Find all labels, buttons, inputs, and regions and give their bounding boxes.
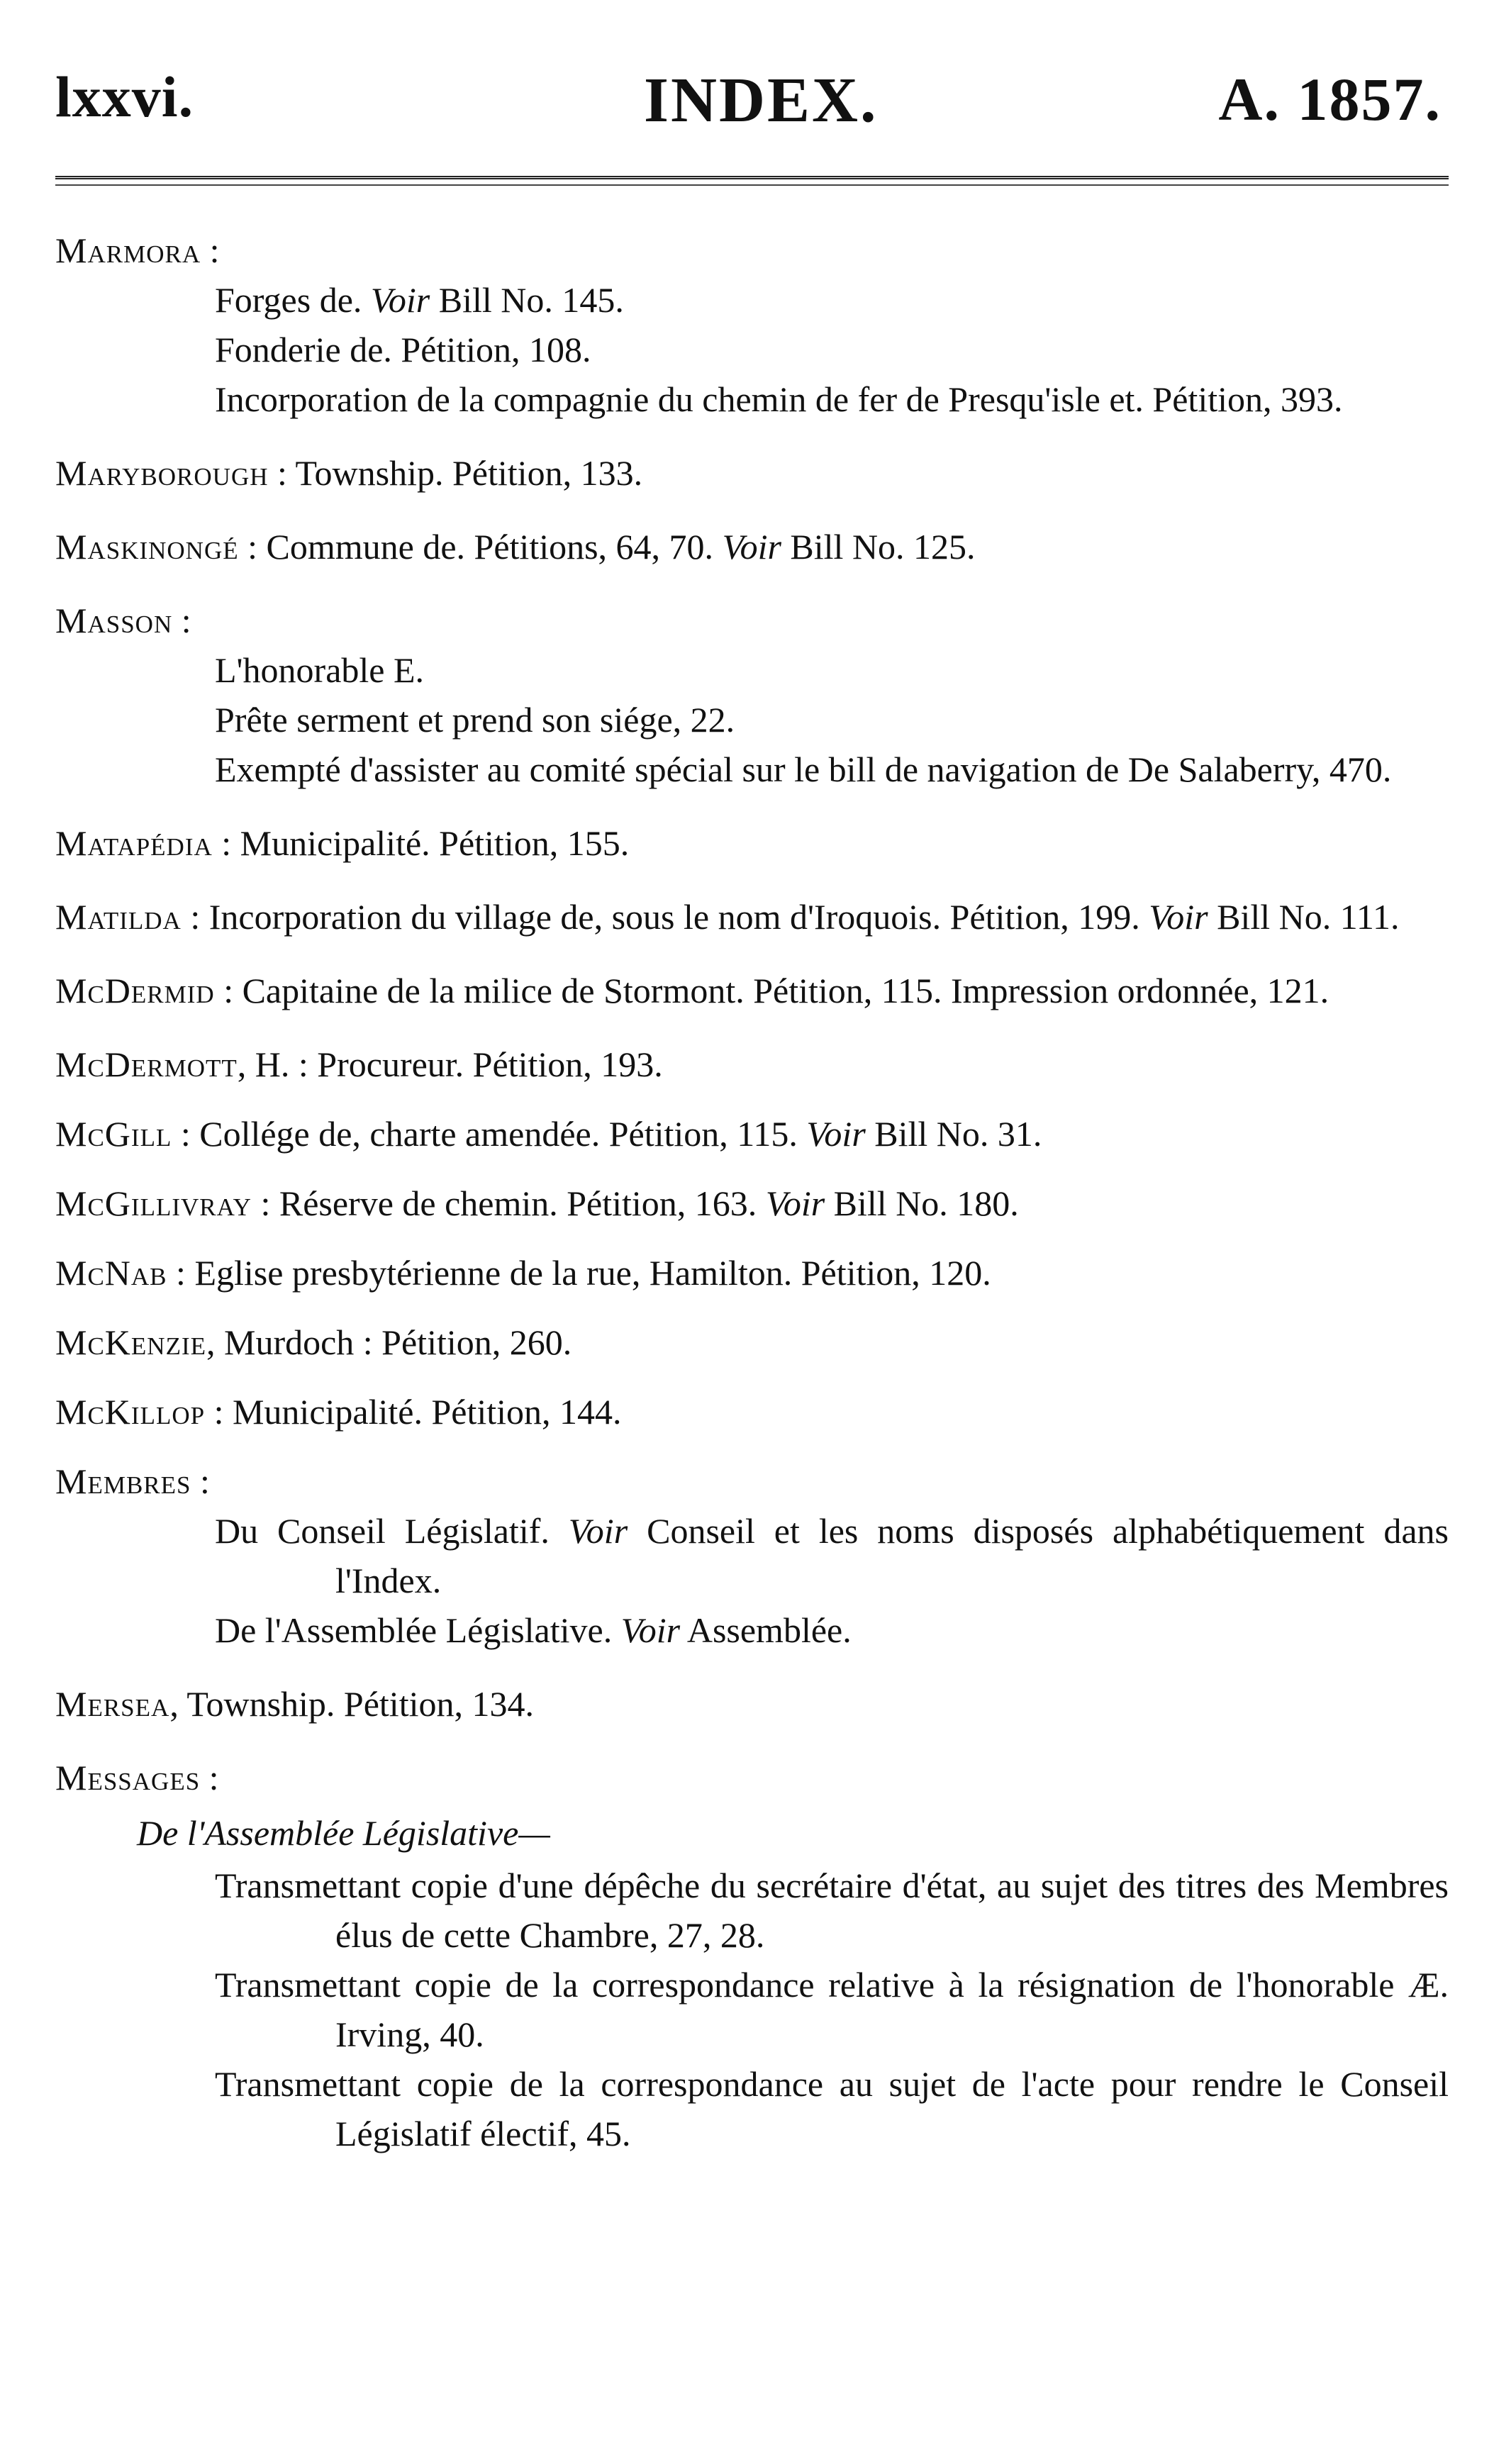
index-entry-mcnab (55, 1248, 1449, 1298)
index-entry-messages (55, 1753, 1449, 2158)
entry-text: , H. : Procureur. Pétition, 193. (237, 1044, 663, 1084)
voir-text: Voir (620, 1610, 681, 1650)
header-rule (55, 176, 1449, 179)
entry-line: Transmettant copie d'une dépêche du secrétaire d'état, au sujet des titres des Membres élus de cette Chambre, 27, 28. (215, 1866, 1449, 1955)
line-text: Conseil et les noms disposés alphabétiquement dans l'Index. (335, 1511, 1449, 1600)
headword: McDermott (55, 1044, 238, 1084)
entry-text: Bill No. 125. (781, 527, 976, 567)
entry-line: Transmettant copie de la correspondance relative à la résignation de l'honorable Æ. Irving, 40. (215, 1965, 1449, 2054)
entry-text: Bill No. 31. (865, 1114, 1042, 1154)
headword: McGillivray (55, 1183, 252, 1223)
headword: McNab (55, 1253, 167, 1293)
entry-line: L'honorable E. (215, 650, 425, 690)
entry-subheading: De l'Assemblée Législative— (137, 1813, 550, 1853)
headword: Matapédia (55, 823, 213, 863)
entry-text: : Collége de, charte amendée. Pétition, 115. (172, 1114, 807, 1154)
index-entry-mckillop (55, 1387, 1449, 1437)
voir-text: Voir (568, 1511, 628, 1551)
entry-line: Exempté d'assister au comité spécial sur le bill de navigation de De Salaberry, 470. (215, 749, 1392, 789)
entry-line: Incorporation de la compagnie du chemin de fer de Presqu'isle et. Pétition, 393. (215, 379, 1343, 419)
entry-text: : Capitaine de la milice de Stormont. Pétition, 115. Impression ordonnée, 121. (214, 971, 1329, 1010)
entry-line (55, 1506, 1449, 1605)
voir-text: Voir (1149, 897, 1208, 937)
separator: : (172, 601, 191, 640)
headword: McKenzie (55, 1322, 206, 1362)
page-title: INDEX. (644, 65, 879, 135)
index-content (55, 225, 1449, 2183)
headword: Maskinongé (55, 527, 239, 567)
entry-text: Bill No. 180. (825, 1183, 1019, 1223)
line-text: Forges de. (215, 280, 371, 320)
entry-text: : Township. Pétition, 133. (268, 453, 643, 493)
entry-line: Transmettant copie de la correspondance au sujet de l'acte pour rendre le Conseil Législatif électif, 45. (215, 2064, 1449, 2153)
index-entry-marmora (55, 225, 1449, 424)
entry-text: : Eglise presbytérienne de la rue, Hamilton. Pétition, 120. (167, 1253, 991, 1293)
index-entry-mckenzie (55, 1317, 1449, 1367)
entry-heading (55, 1456, 1449, 1506)
headword: Membres (55, 1461, 191, 1501)
line-text: Bill No. 145. (430, 280, 624, 320)
index-entry-matilda (55, 892, 1449, 942)
headword: McKillop (55, 1392, 206, 1432)
line-text: Du Conseil Législatif. (215, 1511, 569, 1551)
index-entry-masson (55, 596, 1449, 794)
index-entry-mcgillivray (55, 1178, 1449, 1228)
separator: : (200, 1758, 219, 1797)
headword: Matilda (55, 897, 182, 937)
voir-text: Voir (722, 527, 781, 567)
voir-text: Voir (765, 1183, 825, 1223)
entry-text: : Commune de. Pétitions, 64, 70. (238, 527, 723, 567)
entry-line: Prête serment et prend son siége, 22. (215, 700, 735, 740)
entry-heading (55, 1753, 1449, 1802)
entry-line: Fonderie de. Pétition, 108. (215, 330, 591, 369)
entry-text: : Municipalité. Pétition, 155. (212, 823, 630, 863)
entry-text: , Township. Pétition, 134. (169, 1684, 534, 1724)
headword: McGill (55, 1114, 172, 1154)
entry-heading (55, 225, 1449, 275)
index-entry-mcgill (55, 1109, 1449, 1159)
voir-text: Voir (806, 1114, 866, 1154)
index-entry-maskinonge (55, 522, 1449, 572)
index-entry-mcdermid (55, 966, 1449, 1015)
separator: : (191, 1461, 210, 1501)
index-entry-maryborough (55, 448, 1449, 498)
headword: Marmora (55, 230, 201, 270)
headword: McDermid (55, 971, 215, 1010)
entry-line (55, 1605, 1449, 1655)
entry-line (55, 275, 1449, 325)
headword: Messages (55, 1758, 201, 1797)
page-header (55, 64, 1442, 142)
entry-text: : Réserve de chemin. Pétition, 163. (251, 1183, 766, 1223)
headword: Maryborough (55, 453, 269, 493)
line-text: De l'Assemblée Législative. (215, 1610, 621, 1650)
entry-text: Bill No. 111. (1208, 897, 1400, 937)
entry-text: : Incorporation du village de, sous le nom d'Iroquois. Pétition, 199. (181, 897, 1149, 937)
index-entry-matapedia (55, 818, 1449, 868)
page-year: A. 1857. (1218, 65, 1442, 133)
entry-text: , Murdoch : Pétition, 260. (206, 1322, 572, 1362)
entry-text: : Municipalité. Pétition, 144. (205, 1392, 622, 1432)
index-entry-membres (55, 1456, 1449, 1655)
headword: Mersea (55, 1684, 170, 1724)
page-number: lxxvi. (55, 65, 194, 129)
header-rule-thin (55, 184, 1449, 186)
index-entry-mcdermott (55, 1039, 1449, 1089)
line-text: Assemblée. (680, 1610, 852, 1650)
headword: Masson (55, 601, 173, 640)
separator: : (201, 230, 220, 270)
index-entry-mersea (55, 1679, 1449, 1729)
entry-heading (55, 596, 1449, 645)
voir-text: Voir (370, 280, 430, 320)
